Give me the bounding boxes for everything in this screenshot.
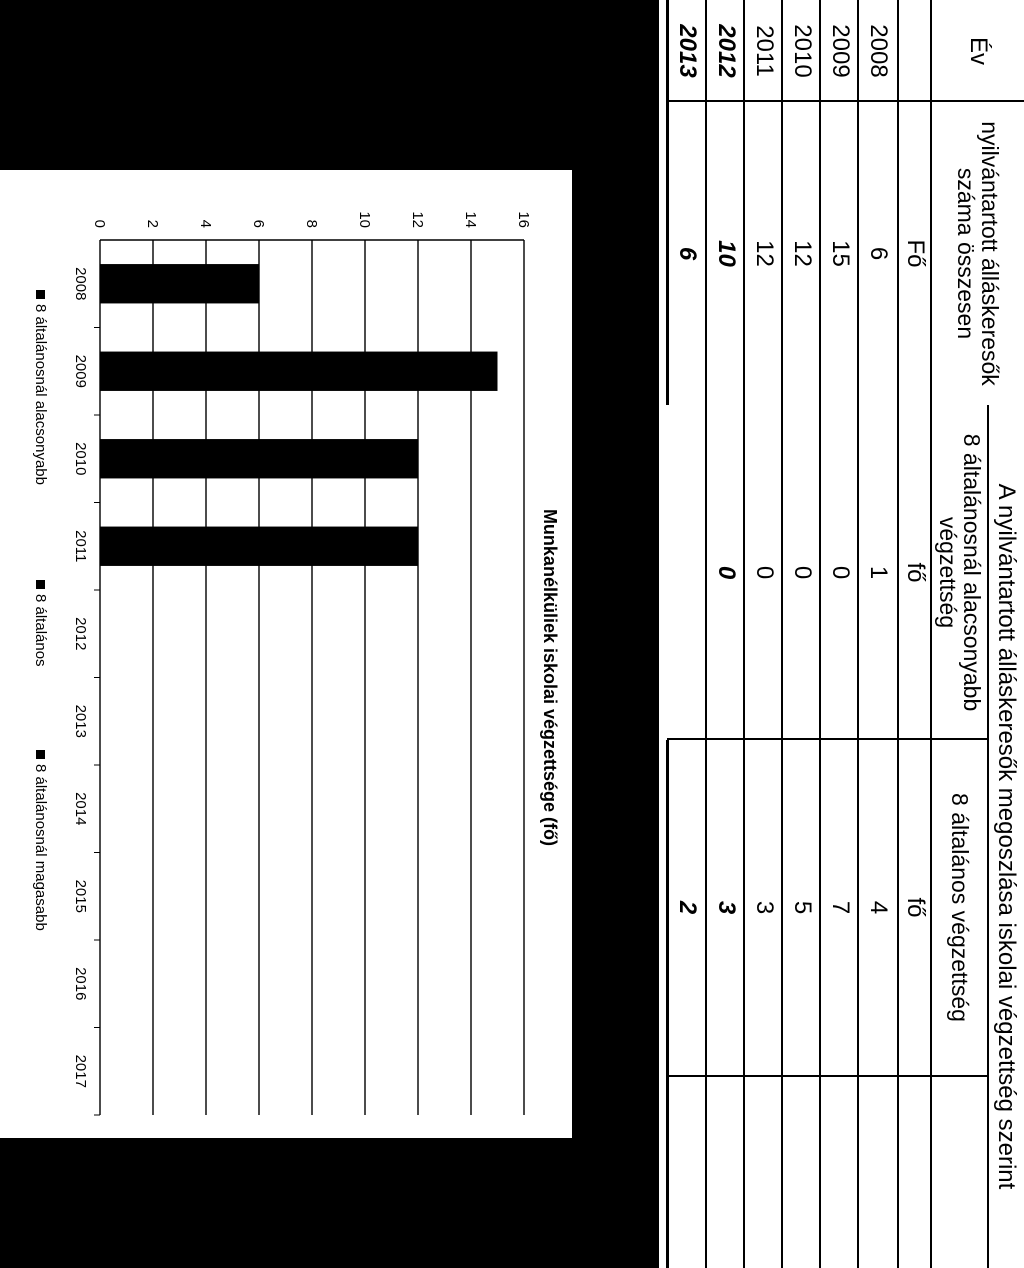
y-tick-label: 12 <box>409 211 426 228</box>
x-tick-label: 2017 <box>72 1054 89 1088</box>
x-tick-label: 2015 <box>72 879 89 913</box>
y-tick-label: 16 <box>515 211 532 228</box>
elementary-cell: 5 <box>788 900 816 915</box>
elementary-unit: fő <box>902 897 930 918</box>
y-tick-label: 14 <box>462 211 479 228</box>
table-divider <box>819 740 821 1268</box>
lower-cell: 1 <box>864 565 892 580</box>
year-header: Év <box>964 36 992 65</box>
x-tick-label: 2014 <box>72 792 89 826</box>
table-divider <box>743 405 745 740</box>
total-cell: 10 <box>712 240 740 267</box>
total-cell: 12 <box>788 240 816 267</box>
elementary-cell: 2 <box>673 900 701 915</box>
table-divider <box>743 740 745 1268</box>
bar <box>100 352 498 391</box>
lower-cell: 0 <box>826 565 854 580</box>
x-tick-label: 2011 <box>72 530 89 563</box>
bar <box>100 264 259 303</box>
elementary-cell: 3 <box>712 900 740 915</box>
x-tick-label: 2010 <box>72 442 89 476</box>
chart-legend <box>32 290 49 931</box>
lower-cell: 0 <box>712 565 740 580</box>
legend-label: 8 általánosnál alacsonyabb <box>32 304 49 485</box>
total-cell: 12 <box>750 240 778 267</box>
table-divider <box>857 405 859 740</box>
x-tick-label: 2016 <box>72 967 89 1001</box>
table-divider <box>857 0 859 405</box>
table-divider <box>781 0 783 405</box>
total-unit: Fő <box>902 239 930 268</box>
table-divider <box>666 740 669 1268</box>
elementary-cell: 4 <box>864 900 892 915</box>
lower-unit: fő <box>902 562 930 583</box>
table-divider <box>743 0 745 405</box>
y-tick-label: 2 <box>144 219 161 228</box>
total-cell: 15 <box>826 240 854 267</box>
total-cell: 6 <box>673 246 701 261</box>
year-cell: 2009 <box>826 24 854 78</box>
table-divider <box>667 1075 989 1077</box>
elementary-header: 8 általános végzettség <box>947 793 974 1022</box>
table-divider <box>897 0 899 405</box>
table-divider <box>857 740 859 1268</box>
x-tick-label: 2009 <box>72 354 89 388</box>
lower-header: 8 általánosnál alacsonyabb végzettség <box>935 433 986 712</box>
lower-cell: 0 <box>750 565 778 580</box>
y-tick-label: 10 <box>356 211 373 228</box>
legend-swatch <box>36 290 45 299</box>
total-cell: 6 <box>864 246 892 261</box>
legend-swatch <box>36 750 45 759</box>
table-divider <box>705 740 707 1268</box>
table-divider <box>819 0 821 405</box>
x-tick-label: 2013 <box>72 704 89 738</box>
chart-y-ticks <box>91 211 532 228</box>
table-divider <box>819 405 821 740</box>
year-cell: 2011 <box>750 25 778 77</box>
chart-canvas <box>0 170 572 1138</box>
bar <box>100 439 418 478</box>
year-cell: 2010 <box>788 24 816 78</box>
education-chart <box>0 170 572 1138</box>
bar <box>100 527 418 566</box>
y-tick-label: 0 <box>91 219 108 228</box>
elementary-cell: 7 <box>826 900 854 915</box>
y-tick-label: 8 <box>303 219 320 228</box>
year-cell: 2012 <box>712 24 740 78</box>
legend-label: 8 általánosnál magasabb <box>32 764 49 931</box>
table-divider <box>667 100 1024 102</box>
table-divider <box>666 0 669 405</box>
y-tick-label: 4 <box>197 219 214 228</box>
table-divider <box>705 0 707 405</box>
legend-label: 8 általános <box>32 594 49 667</box>
year-cell: 2013 <box>673 24 701 78</box>
lower-cell: 0 <box>788 565 816 580</box>
x-tick-label: 2012 <box>72 617 89 651</box>
table-left-section <box>659 0 1024 405</box>
chart-title: Munkanélküliek iskolai végzettsége (fő) <box>540 508 560 847</box>
legend-swatch <box>36 580 45 589</box>
chart-bars <box>100 264 498 566</box>
y-tick-label: 6 <box>250 219 267 228</box>
table-divider <box>930 0 932 405</box>
table-divider <box>781 405 783 740</box>
elementary-cell: 3 <box>750 900 778 915</box>
x-tick-label: 2008 <box>72 267 89 301</box>
table-divider <box>897 405 899 740</box>
table-divider <box>705 405 707 740</box>
distribution-header: A nyilvántartott álláskeresők megoszlása iskolai végzettség szerint <box>992 483 1020 1190</box>
year-cell: 2008 <box>864 24 892 78</box>
table-divider <box>781 740 783 1268</box>
table-divider <box>897 740 899 1268</box>
total-header: nyilvántartott álláskeresők száma összesen <box>953 121 1004 386</box>
chart-x-ticks <box>72 267 100 1115</box>
